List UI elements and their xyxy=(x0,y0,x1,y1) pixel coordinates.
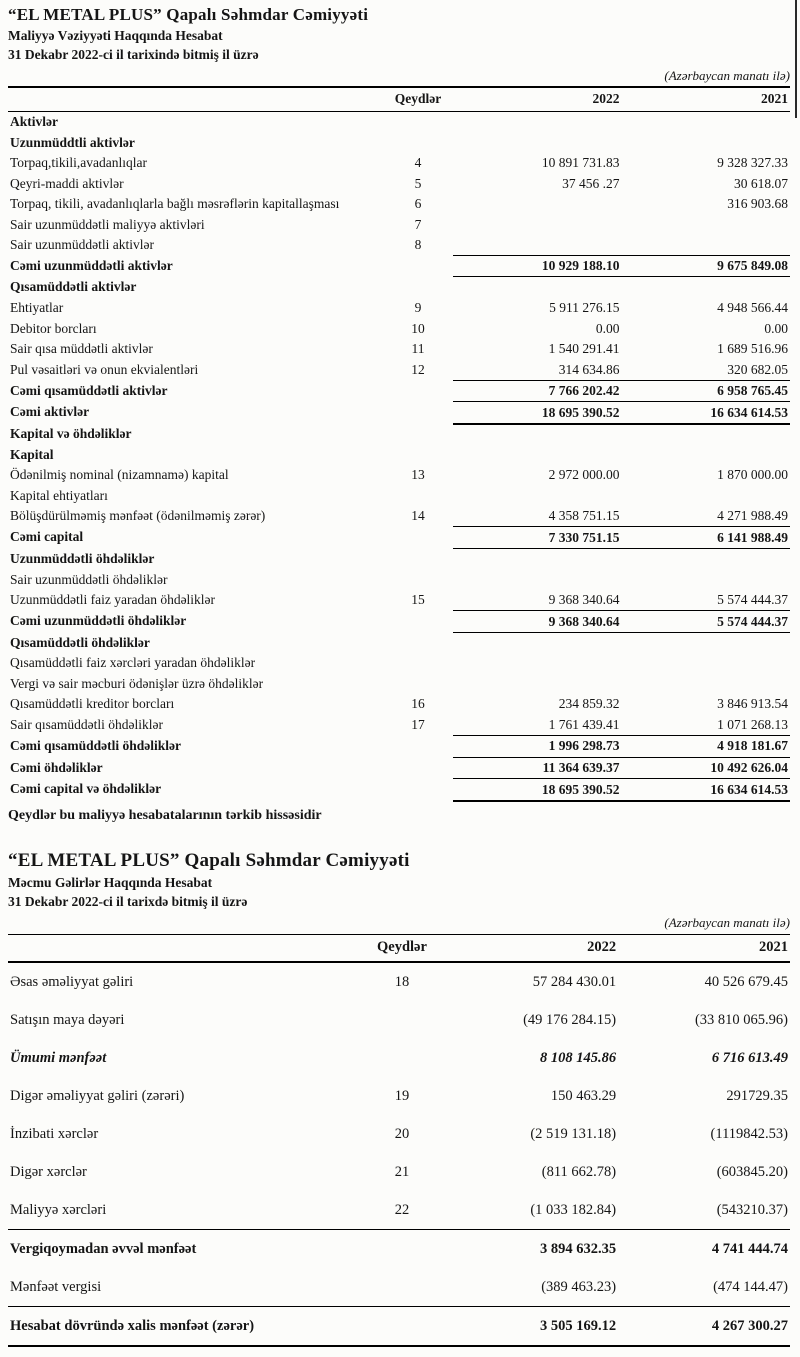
row-value-2022 xyxy=(453,111,621,132)
row-value-2021: (603845.20) xyxy=(716,1163,788,1180)
row-note: 15 xyxy=(411,592,425,608)
header-cell-notes: Qeydlər xyxy=(383,87,453,111)
row-value-2021: 5 574 444.37 xyxy=(622,611,790,633)
table-row xyxy=(8,444,790,465)
table-row xyxy=(8,255,790,277)
row-note xyxy=(383,653,453,674)
row-label: Cəmi capital və öhdəliklər xyxy=(10,781,162,797)
row-value-2021 xyxy=(622,235,790,256)
table-row xyxy=(8,1229,790,1268)
row-value-2021: 9 675 849.08 xyxy=(622,255,790,277)
row-note: 7 xyxy=(414,216,422,232)
row-value-2022: 1 761 439.41 xyxy=(548,716,620,732)
row-value-2021 xyxy=(622,653,790,674)
table-row xyxy=(8,485,790,506)
row-note: 14 xyxy=(411,508,425,524)
row-note xyxy=(383,735,453,757)
table-row xyxy=(8,277,790,298)
row-label: Kapital ehtiyatları xyxy=(10,487,108,503)
row-label: Sair uzunmüddətli maliyyə aktivləri xyxy=(10,216,205,232)
row-value-2022: 0.00 xyxy=(595,320,620,336)
row-label: Qısamüddətli kreditor borcları xyxy=(10,696,175,712)
row-value-2022 xyxy=(453,424,621,445)
row-value-2022 xyxy=(453,632,621,653)
row-label: Cəmi qısamüddətli öhdəliklər xyxy=(10,737,182,753)
row-value-2022 xyxy=(453,132,621,153)
row-label: Vergiqoymadan əvvəl mənfəət xyxy=(8,1229,358,1268)
table-row xyxy=(8,653,790,674)
row-label: Satışın maya dəyəri xyxy=(10,1011,125,1028)
row-value-2021: 316 903.68 xyxy=(727,196,788,212)
row-label: Hesabat dövründə xalis mənfəət (zərər) xyxy=(8,1306,358,1346)
row-value-2022 xyxy=(453,444,621,465)
row-label: Qısamüddətli faiz xərcləri yaradan öhdəliklər xyxy=(10,655,256,671)
table-row xyxy=(8,779,790,801)
row-label: Qısamüddətli aktivlər xyxy=(10,279,137,295)
row-note xyxy=(383,277,453,298)
table-row xyxy=(8,673,790,694)
row-note xyxy=(383,485,453,506)
row-label: Maliyyə xərcləri xyxy=(10,1201,107,1218)
row-note xyxy=(358,1039,447,1077)
row-value-2022: 7 330 751.15 xyxy=(453,527,621,549)
row-label: Mənfəət vergisi xyxy=(10,1278,102,1295)
row-label: Uzunmüddtli aktivlər xyxy=(10,134,135,150)
row-value-2022 xyxy=(453,485,621,506)
row-value-2022: 11 364 639.37 xyxy=(453,757,621,779)
row-value-2021: 40 526 679.45 xyxy=(704,973,788,990)
row-label: Cəmi uzunmüddətli aktivlər xyxy=(10,257,173,273)
company-title-2: “EL METAL PLUS” Qapalı Səhmdar Cəmiyyəti xyxy=(8,849,410,871)
row-value-2022: 10 929 188.10 xyxy=(453,255,621,277)
row-value-2021 xyxy=(622,549,790,570)
income-statement-table-body xyxy=(8,962,790,1346)
row-value-2021: (474 144.47) xyxy=(713,1278,788,1295)
row-value-2022 xyxy=(453,673,621,694)
statement-period-2: 31 Dekabr 2022-ci il tarixdə bitmiş il üzrə xyxy=(8,893,248,909)
table-row xyxy=(8,714,790,735)
statement-period: 31 Dekabr 2022-ci il tarixində bitmiş il üzrə xyxy=(8,47,259,62)
notes-footnote: Qeydlər bu maliyyə hesabatalarının tərkib hissəsidir xyxy=(8,807,322,823)
row-label: Kapital xyxy=(10,446,54,462)
row-note: 11 xyxy=(411,341,425,357)
balance-sheet-header xyxy=(8,5,790,63)
table-row xyxy=(8,735,790,757)
table-row xyxy=(8,297,790,318)
row-value-2022 xyxy=(453,277,621,298)
table-row xyxy=(8,132,790,153)
row-label: Cəmi qısamüddətli aktivlər xyxy=(10,382,168,398)
row-value-2022: 1 540 291.41 xyxy=(548,341,620,357)
statement-name: Maliyyə Vəziyyəti Haqqında Hesabat xyxy=(8,28,223,43)
row-label: Sair qısamüddətli öhdəliklər xyxy=(10,716,163,732)
row-value-2021: 1 689 516.96 xyxy=(717,341,788,357)
row-note: 21 xyxy=(394,1163,410,1180)
row-label: Ehtiyatlar xyxy=(10,299,64,315)
row-value-2021: 5 574 444.37 xyxy=(717,592,788,608)
row-label: Cəmi uzunmüddətli öhdəliklər xyxy=(10,613,187,629)
row-value-2021: 4 918 181.67 xyxy=(622,735,790,757)
row-value-2022: (389 463.23) xyxy=(541,1278,617,1295)
row-label: Ödənilmiş nominal (nizamnamə) kapital xyxy=(10,467,229,483)
row-value-2022: 5 911 276.15 xyxy=(549,299,620,315)
row-label: Uzunmüddətli öhdəliklər xyxy=(10,551,155,567)
row-value-2022: 57 284 430.01 xyxy=(532,973,617,990)
header-cell-label xyxy=(8,87,383,111)
row-value-2022 xyxy=(453,569,621,590)
row-label: Sair uzunmüddətli öhdəliklər xyxy=(10,571,168,587)
table-row xyxy=(8,235,790,256)
income-statement-table xyxy=(8,934,790,1347)
row-note: 20 xyxy=(394,1125,410,1142)
table-row xyxy=(8,194,790,215)
row-value-2021 xyxy=(622,485,790,506)
header-cell-notes: Qeydlər xyxy=(358,934,447,962)
row-value-2021: 6 716 613.49 xyxy=(711,1049,788,1066)
row-value-2022: 4 358 751.15 xyxy=(548,508,620,524)
row-value-2021 xyxy=(622,214,790,235)
row-value-2022: 7 766 202.42 xyxy=(453,380,621,402)
row-note xyxy=(383,380,453,402)
income-statement-section xyxy=(8,850,790,1347)
row-label: Torpaq,tikili,avadanlıqlar xyxy=(10,155,148,171)
row-note xyxy=(383,549,453,570)
row-label: Aktivlər xyxy=(10,114,58,130)
table-row xyxy=(8,1191,790,1230)
row-note: 13 xyxy=(411,467,425,483)
row-note xyxy=(383,255,453,277)
scan-edge-line xyxy=(795,0,797,118)
balance-sheet-table-header xyxy=(8,87,790,111)
table-row xyxy=(8,424,790,445)
row-note: 10 xyxy=(411,320,425,336)
row-value-2021: (33 810 065.96) xyxy=(694,1011,788,1028)
header-cell-2022: 2022 xyxy=(446,934,618,962)
row-value-2022: 8 108 145.86 xyxy=(539,1049,617,1066)
table-row xyxy=(8,1153,790,1191)
table-row xyxy=(8,527,790,549)
row-value-2022: 2 972 000.00 xyxy=(548,467,620,483)
row-note: 16 xyxy=(411,696,425,712)
row-note xyxy=(358,1306,447,1346)
table-row xyxy=(8,569,790,590)
table-row xyxy=(8,173,790,194)
row-value-2022: (1 033 182.84) xyxy=(530,1201,617,1218)
row-value-2022: 9 368 340.64 xyxy=(548,592,620,608)
row-value-2021 xyxy=(622,632,790,653)
table-row xyxy=(8,465,790,486)
table-row xyxy=(8,1115,790,1153)
row-label: Debitor borcları xyxy=(10,320,97,336)
table-row xyxy=(8,1306,790,1346)
table-row xyxy=(8,153,790,174)
company-title: “EL METAL PLUS” Qapalı Səhmdar Cəmiyyəti xyxy=(8,5,369,24)
row-value-2022: 18 695 390.52 xyxy=(453,779,621,801)
row-note xyxy=(383,132,453,153)
row-label: Cəmi capital xyxy=(10,529,84,545)
row-note: 4 xyxy=(414,155,422,171)
currency-note-2: (Azərbaycan manatı ilə) xyxy=(664,914,790,930)
row-note: 22 xyxy=(394,1201,410,1218)
row-value-2022: 18 695 390.52 xyxy=(453,402,621,424)
row-note xyxy=(383,673,453,694)
header-cell-2022: 2022 xyxy=(453,87,621,111)
row-value-2021 xyxy=(622,277,790,298)
table-row xyxy=(8,632,790,653)
row-value-2022: (49 176 284.15) xyxy=(523,1011,617,1028)
row-value-2022: 37 456 .27 xyxy=(562,175,620,191)
table-row xyxy=(8,506,790,527)
table-row xyxy=(8,402,790,424)
row-value-2021 xyxy=(622,569,790,590)
row-value-2022: (2 519 131.18) xyxy=(530,1125,617,1142)
table-row xyxy=(8,380,790,402)
row-value-2022: 314 634.86 xyxy=(558,361,620,377)
table-row xyxy=(8,694,790,715)
table-row xyxy=(8,757,790,779)
table-row xyxy=(8,962,790,1001)
table-row xyxy=(8,339,790,360)
header-cell-2021: 2021 xyxy=(622,87,790,111)
row-value-2021 xyxy=(622,673,790,694)
row-value-2022: 3 894 632.35 xyxy=(446,1229,618,1268)
row-value-2021: 4 741 444.74 xyxy=(618,1229,790,1268)
table-row xyxy=(8,318,790,339)
row-note: 17 xyxy=(411,716,425,732)
row-value-2021 xyxy=(622,111,790,132)
row-label: Əsas əməliyyat gəliri xyxy=(10,973,134,990)
row-value-2022 xyxy=(453,549,621,570)
row-label: Torpaq, tikili, avadanlıqlarla bağlı məsrəflərin kapitallaşması xyxy=(10,196,340,212)
currency-note: (Azərbaycan manatı ilə) xyxy=(664,68,790,83)
row-note xyxy=(358,1001,447,1039)
table-row xyxy=(8,611,790,633)
table-row xyxy=(8,214,790,235)
row-value-2022: 10 891 731.83 xyxy=(541,155,620,171)
row-value-2022 xyxy=(453,214,621,235)
row-label: Kapital və öhdəliklər xyxy=(10,426,132,442)
row-label: Digər əməliyyat gəliri (zərəri) xyxy=(10,1087,185,1104)
row-note xyxy=(383,424,453,445)
row-note xyxy=(358,1229,447,1268)
row-note: 12 xyxy=(411,361,425,377)
row-label: Uzunmüddətli faiz yaradan öhdəliklər xyxy=(10,592,216,608)
row-value-2022 xyxy=(453,194,621,215)
row-value-2022: 9 368 340.64 xyxy=(453,611,621,633)
row-note xyxy=(383,569,453,590)
income-statement-table-header xyxy=(8,934,790,962)
statement-name-2: Məcmu Gəlirlər Haqqında Hesabat xyxy=(8,874,213,890)
table-row xyxy=(8,111,790,132)
row-value-2022: 234 859.32 xyxy=(558,696,620,712)
row-note: 9 xyxy=(414,299,422,315)
row-label: Bölüşdürülməmiş mənfəət (ödənilməmiş zərər) xyxy=(10,508,266,524)
row-value-2021: 4 948 566.44 xyxy=(717,299,788,315)
row-label: Qısamüddətli öhdəliklər xyxy=(10,634,150,650)
row-note: 19 xyxy=(394,1087,410,1104)
row-note xyxy=(383,611,453,633)
row-label: Ümumi mənfəət xyxy=(10,1049,107,1066)
row-value-2021: 4 267 300.27 xyxy=(618,1306,790,1346)
balance-sheet-table xyxy=(8,86,790,802)
table-row xyxy=(8,549,790,570)
row-value-2021: 1 071 268.13 xyxy=(717,716,788,732)
row-value-2021 xyxy=(622,424,790,445)
row-note xyxy=(383,527,453,549)
row-note: 18 xyxy=(394,973,410,990)
header-row xyxy=(8,87,790,111)
row-note xyxy=(383,111,453,132)
row-label: Vergi və sair məcburi ödənişlər üzrə öhdəliklər xyxy=(10,675,264,691)
row-value-2021: 4 271 988.49 xyxy=(717,508,788,524)
row-value-2021 xyxy=(622,444,790,465)
row-note: 5 xyxy=(414,175,422,191)
row-value-2022 xyxy=(453,653,621,674)
row-note xyxy=(383,757,453,779)
row-note xyxy=(383,632,453,653)
row-label: İnzibati xərclər xyxy=(10,1125,99,1142)
income-statement-header xyxy=(8,850,790,910)
row-value-2021: (543210.37) xyxy=(716,1201,788,1218)
row-value-2021: (1119842.53) xyxy=(710,1125,788,1142)
row-label: Pul vəsaitləri və onun ekvialentləri xyxy=(10,361,199,377)
row-value-2021: 16 634 614.53 xyxy=(622,779,790,801)
header-row xyxy=(8,934,790,962)
row-note xyxy=(383,779,453,801)
row-note: 6 xyxy=(414,196,422,212)
table-row xyxy=(8,359,790,380)
row-value-2021: 6 958 765.45 xyxy=(622,380,790,402)
row-value-2021: 30 618.07 xyxy=(734,175,788,191)
row-value-2021: 10 492 626.04 xyxy=(622,757,790,779)
header-cell-label xyxy=(8,934,358,962)
table-row xyxy=(8,1001,790,1039)
row-label: Digər xərclər xyxy=(10,1163,87,1180)
row-label: Sair qısa müddətli aktivlər xyxy=(10,341,153,357)
row-value-2021: 0.00 xyxy=(764,320,788,336)
header-cell-2021: 2021 xyxy=(618,934,790,962)
row-label: Sair uzunmüddətli aktivlər xyxy=(10,237,154,253)
table-row xyxy=(8,590,790,611)
table-row xyxy=(8,1077,790,1115)
row-value-2021: 320 682.05 xyxy=(727,361,788,377)
row-value-2022 xyxy=(453,235,621,256)
row-value-2022: 3 505 169.12 xyxy=(446,1306,618,1346)
row-value-2021: 3 846 913.54 xyxy=(717,696,788,712)
row-note xyxy=(383,402,453,424)
row-value-2021: 6 141 988.49 xyxy=(622,527,790,549)
row-note xyxy=(383,444,453,465)
row-label: Qeyri-maddi aktivlər xyxy=(10,175,124,191)
row-label: Cəmi aktivlər xyxy=(10,404,90,420)
row-note: 8 xyxy=(414,237,422,253)
row-value-2021: 16 634 614.53 xyxy=(622,402,790,424)
balance-sheet-table-body xyxy=(8,111,790,801)
row-value-2022: 1 996 298.73 xyxy=(453,735,621,757)
row-value-2022: 150 463.29 xyxy=(550,1087,617,1104)
row-value-2021: 9 328 327.33 xyxy=(717,155,788,171)
row-value-2021 xyxy=(622,132,790,153)
row-value-2022: (811 662.78) xyxy=(541,1163,617,1180)
row-value-2021: 1 870 000.00 xyxy=(717,467,788,483)
row-label: Cəmi öhdəliklər xyxy=(10,759,103,775)
table-row xyxy=(8,1039,790,1077)
row-value-2021: 291729.35 xyxy=(726,1087,788,1104)
